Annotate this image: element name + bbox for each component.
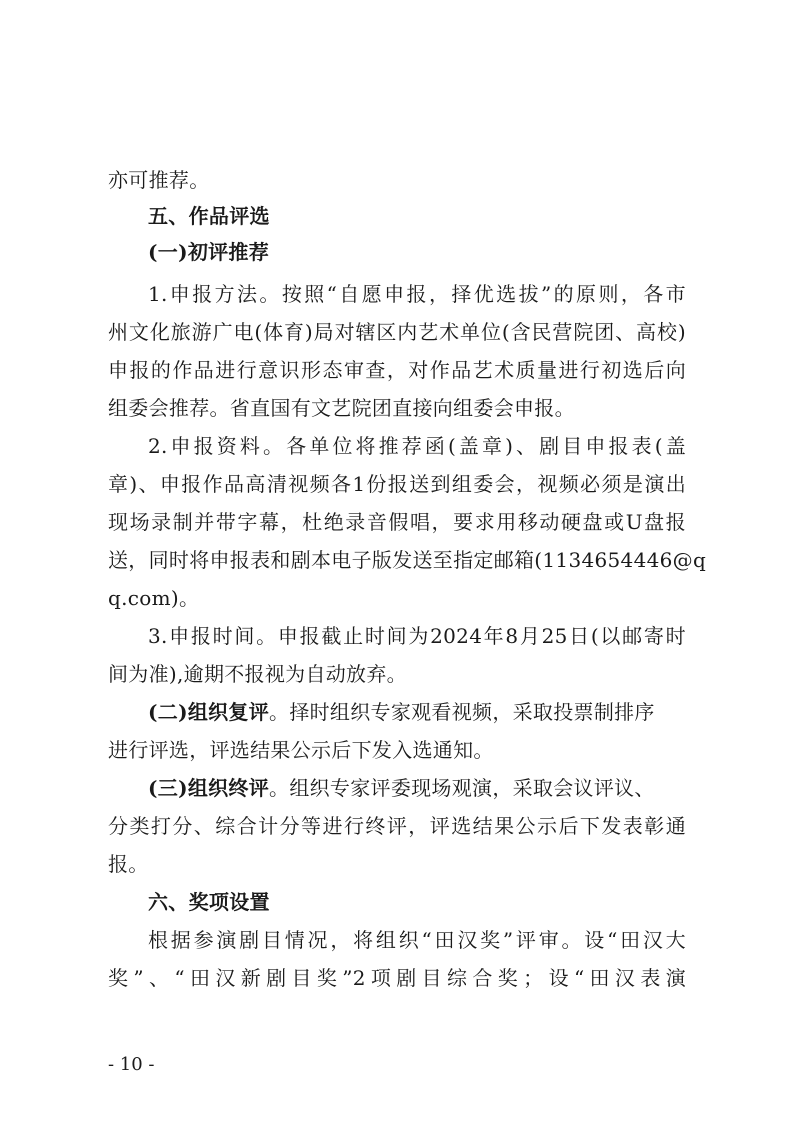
paragraph-line: 根据参演剧目情况，将组织“田汉奖”评审。设“田汉大 — [148, 928, 686, 952]
subsection-heading-3: (三)组织终评 — [148, 776, 270, 800]
page-number: - 10 - — [108, 1054, 155, 1075]
paragraph-line: 章)、申报作品高清视频各1份报送到组委会，视频必须是演出 — [108, 472, 686, 496]
paragraph-text: 。组织专家评委现场观演，采取会议评议、 — [269, 776, 655, 800]
subsection-heading-2: (二)组织复评 — [148, 700, 270, 724]
section-heading-6: 六、奖项设置 — [148, 890, 270, 914]
paragraph-text: 。择时组织专家观看视频，采取投票制排序 — [269, 700, 655, 724]
paragraph-line: 1.申报方法。按照“自愿申报，择优选拔”的原则，各市 — [148, 282, 686, 306]
paragraph-line: 奖”、“田汉新剧目奖”2项剧目综合奖；设“田汉表演 — [108, 966, 686, 990]
text-line: 亦可推荐。 — [108, 168, 210, 192]
section-heading-5: 五、作品评选 — [148, 204, 270, 228]
paragraph-line: 进行评选，评选结果公示后下发入选通知。 — [108, 738, 494, 762]
paragraph-line: 间为准),逾期不报视为自动放弃。 — [108, 662, 407, 686]
paragraph-line: 分类打分、综合计分等进行终评，评选结果公示后下发表彰通 — [108, 814, 686, 838]
paragraph-line: 报。 — [108, 852, 149, 876]
paragraph-line: 州文化旅游广电(体育)局对辖区内艺术单位(含民营院团、高校) — [108, 320, 686, 344]
paragraph-line: 2.申报资料。各单位将推荐函(盖章)、剧目申报表(盖 — [148, 434, 686, 458]
subsection-heading-1: (一)初评推荐 — [148, 240, 270, 264]
paragraph-line — [148, 700, 686, 724]
paragraph-line: 申报的作品进行意识形态审查，对作品艺术质量进行初选后向 — [108, 358, 686, 382]
paragraph-line: 组委会推荐。省直国有文艺院团直接向组委会申报。 — [108, 396, 575, 420]
paragraph-line — [148, 776, 686, 800]
paragraph-line: 现场录制并带字幕，杜绝录音假唱，要求用移动硬盘或U盘报 — [108, 510, 686, 534]
paragraph-line: 送，同时将申报表和剧本电子版发送至指定邮箱(1134654446@q — [108, 548, 707, 572]
paragraph-line: 3.申报时间。申报截止时间为2024年8月25日(以邮寄时 — [148, 624, 686, 648]
paragraph-line: q.com)。 — [108, 586, 200, 610]
